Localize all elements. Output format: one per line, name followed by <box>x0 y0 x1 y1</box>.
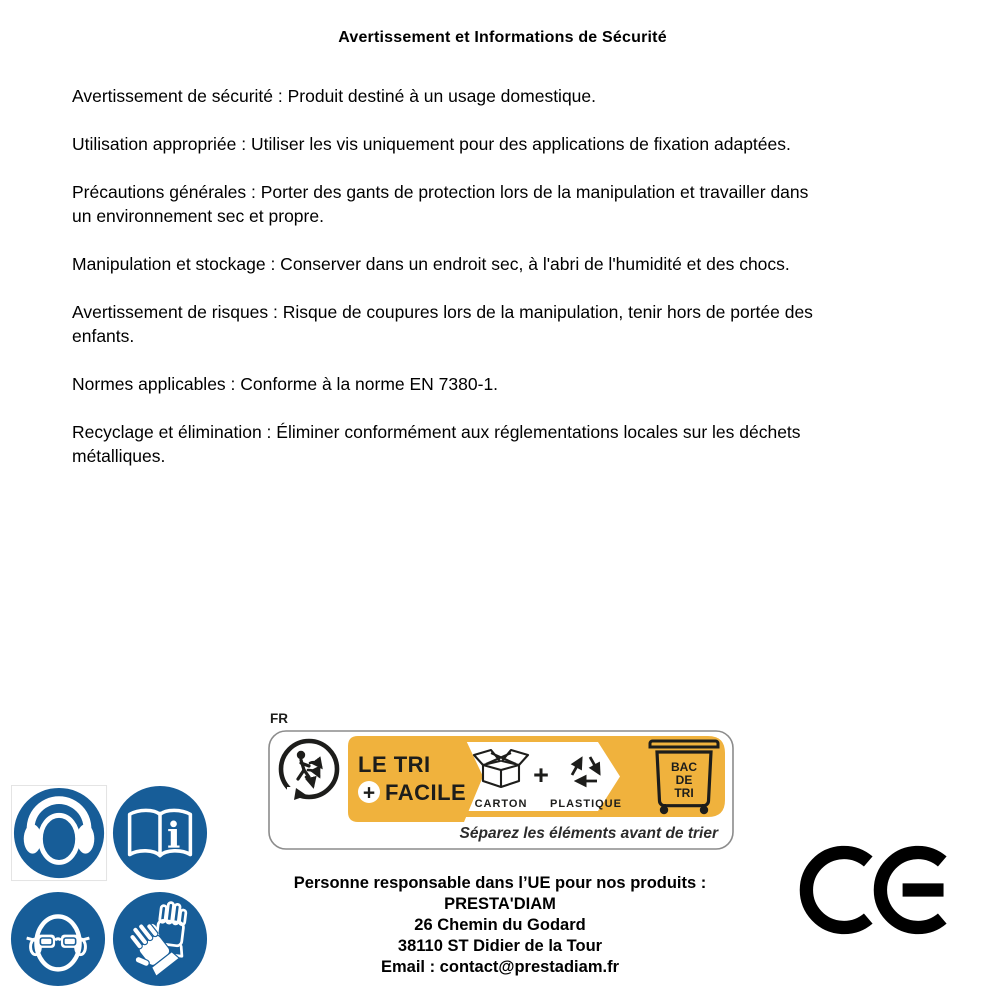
bin-label-tri: TRI <box>674 786 694 800</box>
read-instruction-manual-icon <box>111 784 209 882</box>
sorting-instruction: Séparez les éléments avant de trier <box>459 825 718 842</box>
material-carton-label: CARTON <box>474 798 528 810</box>
wear-ear-protection-icon <box>11 785 109 883</box>
paragraph-precautions-generales: Précautions générales : Porter des gants de protection lors de la manipulation et travailler dans un environnement sec et propre. <box>72 182 809 226</box>
paragraph-avertissement-securite: Avertissement de sécurité : Produit destiné à un usage domestique. <box>72 86 597 106</box>
ce-mark-icon <box>797 838 947 942</box>
paragraph-utilisation-appropriee: Utilisation appropriée : Utiliser les vis uniquement pour des applications de fixation adaptées. <box>72 134 791 154</box>
responsible-intro: Personne responsable dans l’UE pour nos produits : <box>293 874 707 892</box>
mandatory-safety-icons <box>9 784 219 994</box>
paragraph-avertissement-risques: Avertissement de risques : Risque de coupures lors de la manipulation, tenir hors de portée des enfants. <box>72 302 813 346</box>
headline-le-tri: LE TRI <box>358 752 431 777</box>
recycling-sorting-label <box>268 712 738 856</box>
paragraph-manipulation-stockage: Manipulation et stockage : Conserver dans un endroit sec, à l'abri de l'humidité et des chocs. <box>72 254 790 274</box>
wear-protective-gloves-icon <box>111 890 209 988</box>
material-plastique-label: PLASTIQUE <box>550 798 622 810</box>
bin-label-de: DE <box>675 773 693 787</box>
eu-responsible-block <box>250 873 750 978</box>
svg-text:i: i <box>167 815 181 857</box>
safety-paragraphs <box>72 84 965 468</box>
responsible-city: 38110 ST Didier de la Tour <box>397 937 603 955</box>
responsible-company: PRESTA'DIAM <box>444 895 556 913</box>
country-code: FR <box>270 711 288 726</box>
paragraph-normes-applicables: Normes applicables : Conforme à la norme EN 7380-1. <box>72 374 499 394</box>
responsible-street: 26 Chemin du Godard <box>414 916 586 934</box>
headline-plus: + <box>362 781 376 805</box>
info-tri-banner <box>268 729 734 851</box>
paragraph-recyclage-elimination: Recyclage et élimination : Éliminer conformément aux réglementations locales sur les déchets métalliques. <box>72 422 801 466</box>
wear-eye-protection-icon <box>9 890 107 988</box>
responsible-email: Email : contact@prestadiam.fr <box>381 958 619 976</box>
ce-mark <box>797 838 947 947</box>
materials-plus: + <box>533 760 549 790</box>
bin-label-bac: BAC <box>671 760 697 774</box>
page-title: Avertissement et Informations de Sécurité <box>338 29 667 46</box>
headline-facile: FACILE <box>385 780 467 805</box>
